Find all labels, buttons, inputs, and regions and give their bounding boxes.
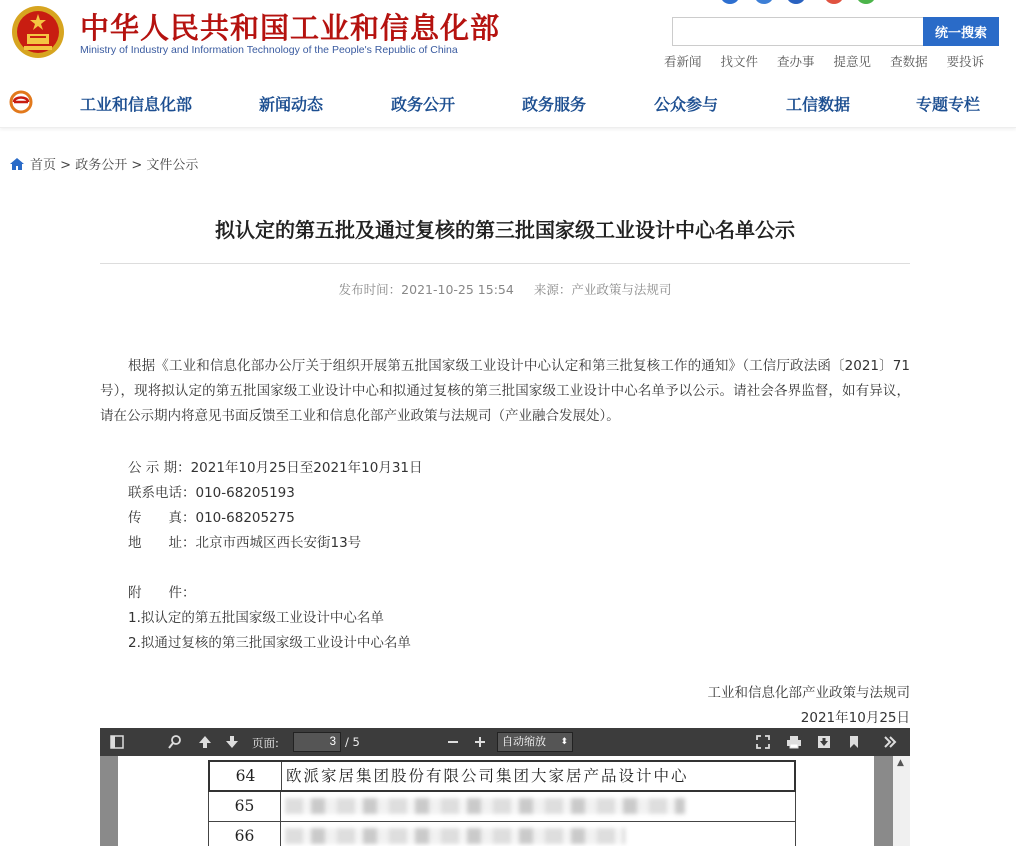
- select-arrow-icon: ⬍: [560, 737, 568, 747]
- zoom-select[interactable]: [497, 732, 573, 752]
- breadcrumb-home[interactable]: 首页: [30, 158, 57, 173]
- quick-link-complaint[interactable]: 要投诉: [946, 54, 985, 69]
- nav-item-public-participation[interactable]: 公众参与: [654, 95, 719, 114]
- breadcrumb-gov-affairs[interactable]: 政务公开: [75, 158, 128, 173]
- site-subtitle: Ministry of Industry and Information Technology of the People's Republic of China: [80, 44, 458, 56]
- more-tools-icon[interactable]: [882, 734, 898, 750]
- sidebar-toggle-icon[interactable]: [109, 734, 125, 750]
- address: 地 址：北京市西城区西长安街13号: [128, 535, 362, 551]
- table-row: [208, 792, 796, 822]
- pdf-toolbar: [100, 728, 910, 756]
- quick-link-feedback[interactable]: 提意见: [833, 54, 872, 69]
- blurred-text: [285, 798, 685, 814]
- fullscreen-icon[interactable]: [755, 734, 771, 750]
- bookmark-icon[interactable]: [846, 734, 862, 750]
- row-name: 欧派家居集团股份有限公司集团大家居产品设计中心: [286, 767, 689, 785]
- table-row: [208, 822, 796, 846]
- table-row: [208, 760, 796, 792]
- download-icon[interactable]: [816, 734, 832, 750]
- row-number: 66: [209, 822, 281, 846]
- pdf-page: [118, 756, 874, 846]
- nav-item-topics[interactable]: 专题专栏: [916, 95, 981, 114]
- zoom-value: 自动缩放: [502, 735, 546, 748]
- row-number: 65: [209, 792, 281, 821]
- social-icons: [720, 0, 900, 6]
- quick-link-data[interactable]: 查数据: [890, 54, 928, 69]
- title-divider: [100, 263, 910, 264]
- article-source: 来源：产业政策与法规司: [533, 282, 672, 297]
- nav-item-data[interactable]: 工信数据: [786, 95, 851, 114]
- search-button[interactable]: 统一搜索: [923, 17, 999, 46]
- row-number: 64: [210, 762, 282, 790]
- article-title: 拟认定的第五批及通过复核的第三批国家级工业设计中心名单公示: [215, 218, 795, 242]
- fax: 传 真：010-68205275: [128, 510, 295, 526]
- nav-item-gov-services[interactable]: 政务服务: [522, 95, 587, 114]
- nav-item-news[interactable]: 新闻动态: [259, 95, 324, 114]
- signature-department: 工业和信息化部产业政策与法规司: [707, 685, 910, 701]
- wechat-icon[interactable]: [856, 0, 876, 4]
- zoom-in-icon[interactable]: [472, 734, 488, 750]
- page-number-input[interactable]: [293, 732, 341, 752]
- mobile-icon[interactable]: [754, 0, 774, 4]
- breadcrumb-file-notice[interactable]: 文件公示: [146, 158, 199, 173]
- quick-link-news[interactable]: 看新闻: [664, 54, 702, 69]
- article-paragraph: 根据《工业和信息化部办公厅关于组织开展第五批国家级工业设计中心认定和第三批复核工作的通知》（工信厅政法函〔2021〕71号），现将拟认定的第五批国家级工业设计中心和拟通过复核的第三批国家级工业设计中心名单予以公示。请社会各界监督，如有异议，请在公示期内将意见书面反馈至工业和信息化部产业政策与法规司（产业融合发展处）。: [100, 358, 910, 424]
- attachment-link-1[interactable]: 1.拟认定的第五批国家级工业设计中心名单: [128, 610, 384, 626]
- national-emblem-icon: [10, 4, 66, 60]
- app-icon[interactable]: [786, 0, 806, 4]
- notice-period: 公 示 期：2021年10月25日至2021年10月31日: [128, 460, 423, 476]
- article-meta: [100, 280, 910, 298]
- quick-link-files[interactable]: 找文件: [720, 54, 759, 69]
- search-input[interactable]: [672, 17, 924, 46]
- scroll-up-icon[interactable]: ▲: [897, 758, 904, 768]
- zoom-out-icon[interactable]: [445, 734, 461, 750]
- breadcrumb: [10, 154, 198, 173]
- main-nav: [0, 80, 1016, 128]
- site-title[interactable]: 中华人民共和国工业和信息化部: [80, 11, 501, 45]
- signature-date: 2021年10月25日: [800, 710, 910, 726]
- blurred-text: [285, 828, 625, 844]
- breadcrumb-separator: >: [56, 158, 76, 173]
- e-gov-logo-icon[interactable]: [8, 90, 34, 114]
- weibo-red-icon[interactable]: [824, 0, 844, 4]
- previous-page-icon[interactable]: [197, 734, 213, 750]
- home-icon: [10, 158, 24, 170]
- contact-phone: 联系电话：010-68205193: [128, 485, 295, 501]
- weibo-icon[interactable]: [720, 0, 740, 4]
- next-page-icon[interactable]: [224, 734, 240, 750]
- page-label: 页面:: [252, 736, 279, 750]
- attachments-label: 附 件：: [128, 585, 196, 601]
- print-icon[interactable]: [786, 734, 802, 750]
- attachment-link-2[interactable]: 2.拟通过复核的第三批国家级工业设计中心名单: [128, 635, 411, 651]
- site-header: [0, 0, 1016, 80]
- nav-item-gov-affairs[interactable]: 政务公开: [391, 95, 456, 114]
- quick-link-services[interactable]: 查办事: [777, 54, 815, 69]
- search-icon[interactable]: [167, 734, 183, 750]
- nav-item-ministry[interactable]: 工业和信息化部: [80, 95, 193, 114]
- pdf-scrollbar[interactable]: [893, 756, 910, 846]
- publish-time: 发布时间：2021-10-25 15:54: [338, 282, 514, 297]
- breadcrumb-separator: >: [127, 158, 147, 173]
- quick-links: [664, 52, 1003, 70]
- page-total: / 5: [345, 735, 360, 749]
- pdf-viewport[interactable]: [100, 756, 910, 846]
